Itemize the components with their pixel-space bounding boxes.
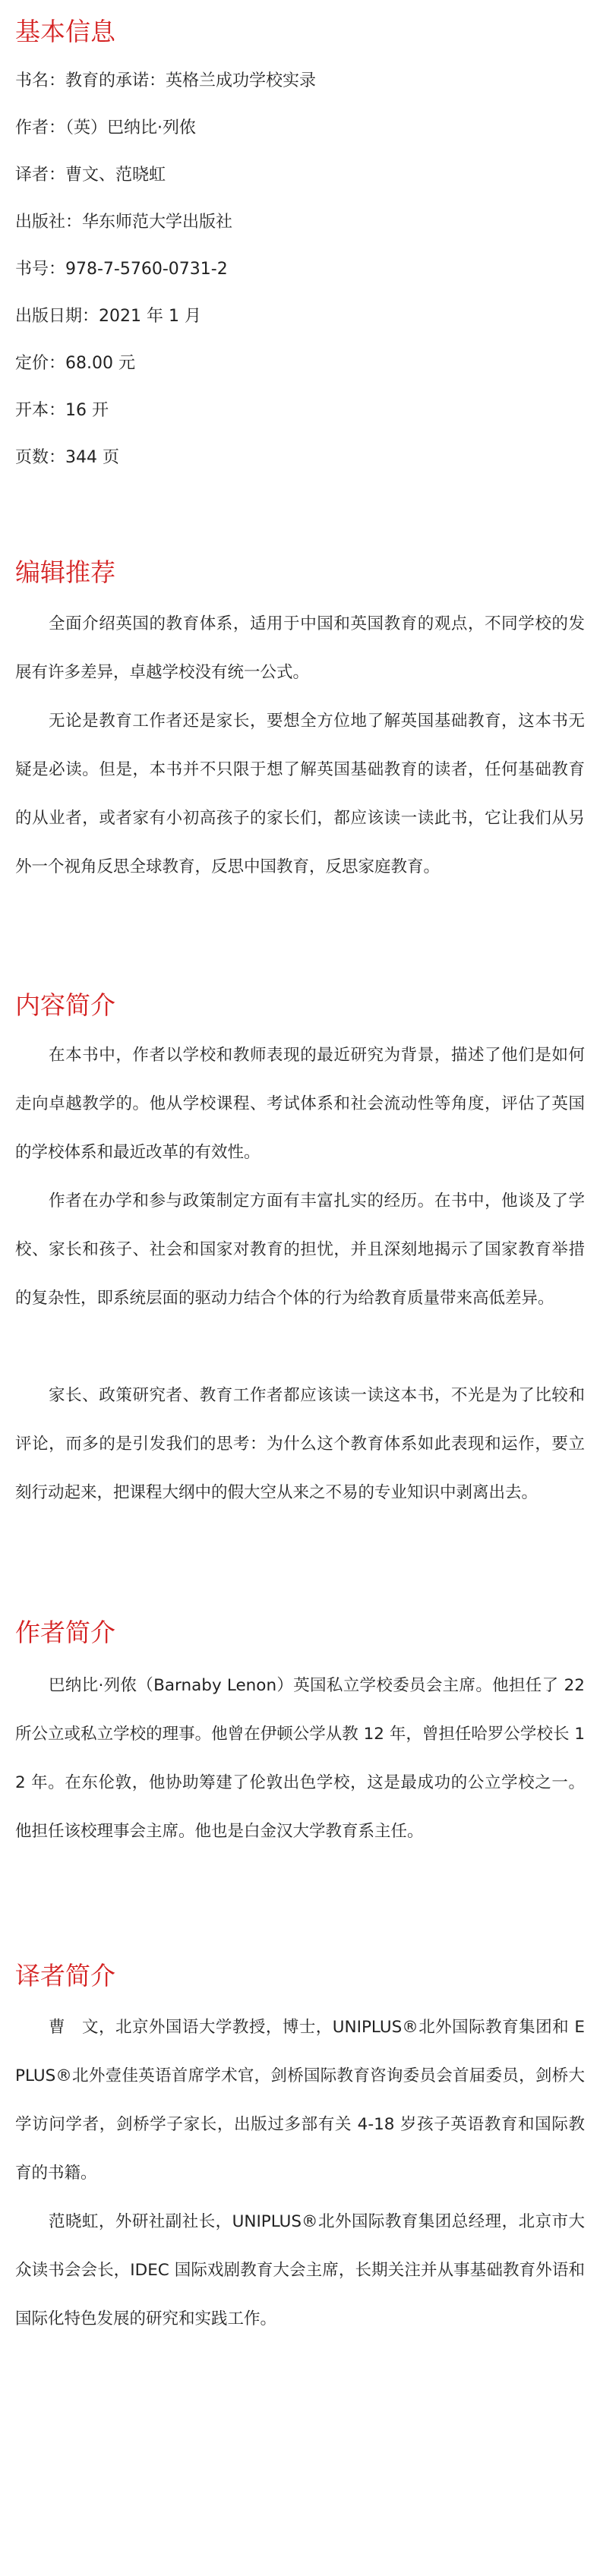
basic-info-heading: 基本信息 [15,17,115,46]
info-isbn: 书号：978-7-5760-0731-2 [15,260,228,279]
content-intro-paragraph: 作者在办学和参与政策制定方面有丰富扎实的经历。在书中，他谈及了学校、家长和孩子、社会和国家对教育的担忧，并且深刻地揭示了国家教育举措的复杂性，即系统层面的驱动力结合个体的行为给教育质量带来高低差异。 [15,1192,585,1308]
editor-recommendation-paragraph: 无论是教育工作者还是家长，要想全方位地了解英国基础教育，这本书无疑是必读。但是，本书并不只限于想了解英国基础教育的读者，任何基础教育的从业者，或者家有小初高孩子的家长们，都应该读一读此书，它让我们从另外一个视角反思全球教育，反思中国教育，反思家庭教育。 [15,712,585,876]
editor-recommendation-heading: 编辑推荐 [15,557,115,587]
content-intro-paragraph: 家长、政策研究者、教育工作者都应该读一读这本书，不光是为了比较和评论，而多的是引发我们的思考：为什么这个教育体系如此表现和运作，要立刻行动起来，把课程大纲中的假大空从来之不易的专业知识中剥离出去。 [15,1386,585,1502]
info-pub-date: 出版日期：2021 年 1 月 [15,307,201,326]
info-translator: 译者：曹文、范晓虹 [15,166,166,185]
info-title: 书名：教育的承诺：英格兰成功学校实录 [15,71,317,90]
info-publisher: 出版社：华东师范大学出版社 [15,213,233,232]
info-format: 开本：16 开 [15,401,109,420]
info-author: 作者：（英）巴纳比·列侬 [15,118,196,137]
info-pages: 页数：344 页 [15,448,119,467]
content-intro-paragraph: 在本书中，作者以学校和教师表现的最近研究为背景，描述了他们是如何走向卓越教学的。他从学校课程、考试体系和社会流动性等角度，评估了英国的学校体系和最近改革的有效性。 [15,1046,585,1162]
content-intro-heading: 内容简介 [15,990,115,1020]
editor-recommendation-paragraph: 全面介绍英国的教育体系，适用于中国和英国教育的观点，不同学校的发展有许多差异，卓越学校没有统一公式。 [15,614,585,682]
translator-intro-paragraph: 范晓虹，外研社副社长，UNIPLUS®北外国际教育集团总经理，北京市大众读书会会长，IDEC 国际戏剧教育大会主席，长期关注并从事基础教育外语和国际化特色发展的研究和实践工作。 [15,2212,585,2328]
translator-intro-heading: 译者简介 [15,1961,115,1990]
author-intro-paragraph: 巴纳比·列侬（Barnaby Lenon）英国私立学校委员会主席。他担任了 22 所公立或私立学校的理事。他曾在伊顿公学从教 12 年，曾担任哈罗公学校长 12 年。在东伦敦，他协助筹建了伦敦出色学校，这是最成功的公立学校之一。他担任该校理事会主席。他也是白金汉大学教育系主任。 [15,1676,585,1841]
author-intro-heading: 作者简介 [15,1618,115,1647]
info-price: 定价：68.00 元 [15,354,135,373]
translator-intro-paragraph: 曹 文，北京外国语大学教授，博士，UNIPLUS®北外国际教育集团和 E PLUS®北外壹佳英语首席学术官，剑桥国际教育咨询委员会首届委员，剑桥大学访问学者，剑桥学子家长，出版过多部有关 4-18 岁孩子英语教育和国际教育的书籍。 [15,2018,585,2183]
